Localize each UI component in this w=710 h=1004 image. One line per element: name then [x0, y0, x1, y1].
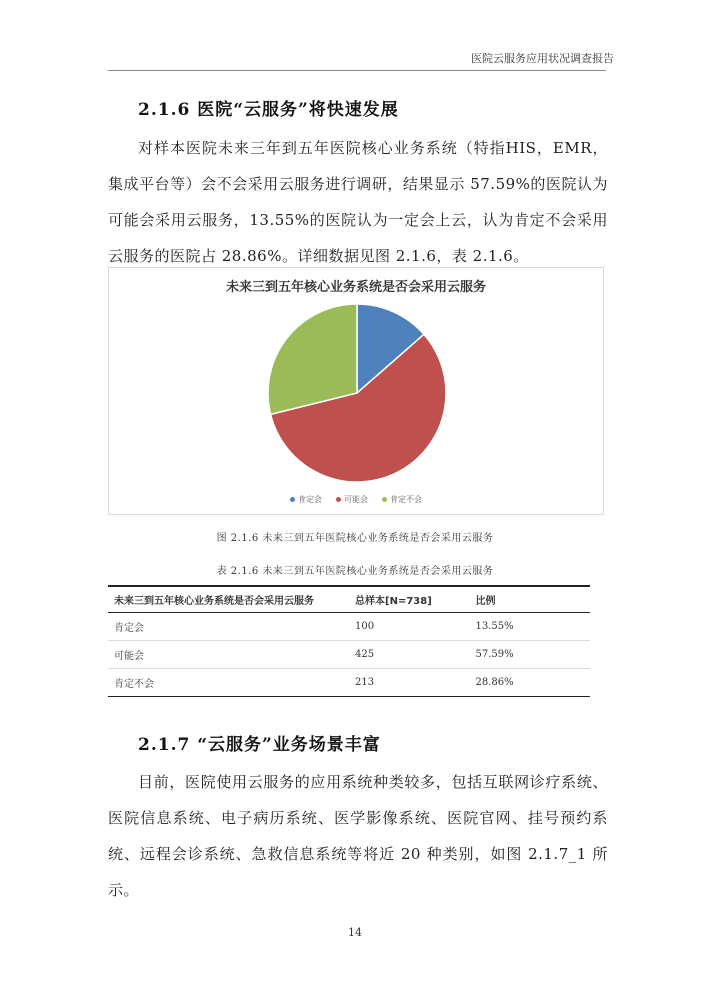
- column-header-question: 未来三到五年核心业务系统是否会采用云服务: [108, 586, 349, 613]
- section-heading-2-1-6: 2.1.6 医院“云服务”将快速发展: [138, 100, 399, 120]
- table-row: [108, 641, 590, 669]
- legend-item-yes: [290, 494, 322, 505]
- figure-caption: 图 2.1.6 未来三到五年医院核心业务系统是否会采用云服务: [216, 533, 494, 544]
- section-paragraph-2-1-7: 目前，医院使用云服务的应用系统种类较多，包括互联网诊疗系统、医院信息系统、电子病历系统、医学影像系统、医院官网、挂号预约系统、远程会诊系统、急救信息系统等将近 20 种类别，如图 2.1.7_1 所示。: [108, 773, 608, 899]
- column-header-ratio: 比例: [470, 586, 591, 613]
- page-number: 14: [348, 926, 362, 939]
- table-cell-count: 213: [349, 669, 470, 697]
- table-cell-answer: 肯定会: [108, 613, 349, 641]
- legend-label-yes: 肯定会: [298, 495, 322, 504]
- legend-swatch-yes: [290, 497, 295, 502]
- chart-legend: [109, 494, 603, 505]
- legend-swatch-maybe: [336, 497, 341, 502]
- legend-item-maybe: [336, 494, 368, 505]
- table-cell-ratio: 57.59%: [470, 641, 591, 669]
- chart-title: 未来三到五年核心业务系统是否会采用云服务: [225, 280, 486, 295]
- table-cell-answer: 可能会: [108, 641, 349, 669]
- header-rule: [108, 70, 606, 71]
- table-cell-ratio: 13.55%: [470, 613, 591, 641]
- table-header-row: [108, 586, 590, 613]
- table-cell-count: 425: [349, 641, 470, 669]
- pie-chart: [108, 267, 604, 515]
- table-row: [108, 669, 590, 697]
- data-table: [108, 585, 590, 697]
- legend-swatch-no: [382, 497, 387, 502]
- legend-label-no: 肯定不会: [390, 495, 422, 504]
- section-paragraph-2-1-6: 对样本医院未来三年到五年医院核心业务系统（特指HIS，EMR，集成平台等）会不会采用云服务进行调研，结果显示 57.59%的医院认为可能会采用云服务，13.55%的医院认为一定会上云，认为肯定不会采用云服务的医院占 28.86%。详细数据见图 2.1.6，表 2.1.6。: [108, 139, 608, 265]
- column-header-sample: 总样本[N=738]: [349, 586, 470, 613]
- legend-item-no: [382, 494, 422, 505]
- pie-chart-plot: [267, 303, 447, 483]
- table-caption: 表 2.1.6 未来三到五年医院核心业务系统是否会采用云服务: [216, 566, 494, 577]
- section-heading-2-1-7: 2.1.7 “云服务”业务场景丰富: [138, 735, 381, 755]
- legend-label-maybe: 可能会: [344, 495, 368, 504]
- table-row: [108, 613, 590, 641]
- table-cell-count: 100: [349, 613, 470, 641]
- table-cell-answer: 肯定不会: [108, 669, 349, 697]
- running-header: 医院云服务应用状况调查报告: [471, 52, 614, 65]
- table-cell-ratio: 28.86%: [470, 669, 591, 697]
